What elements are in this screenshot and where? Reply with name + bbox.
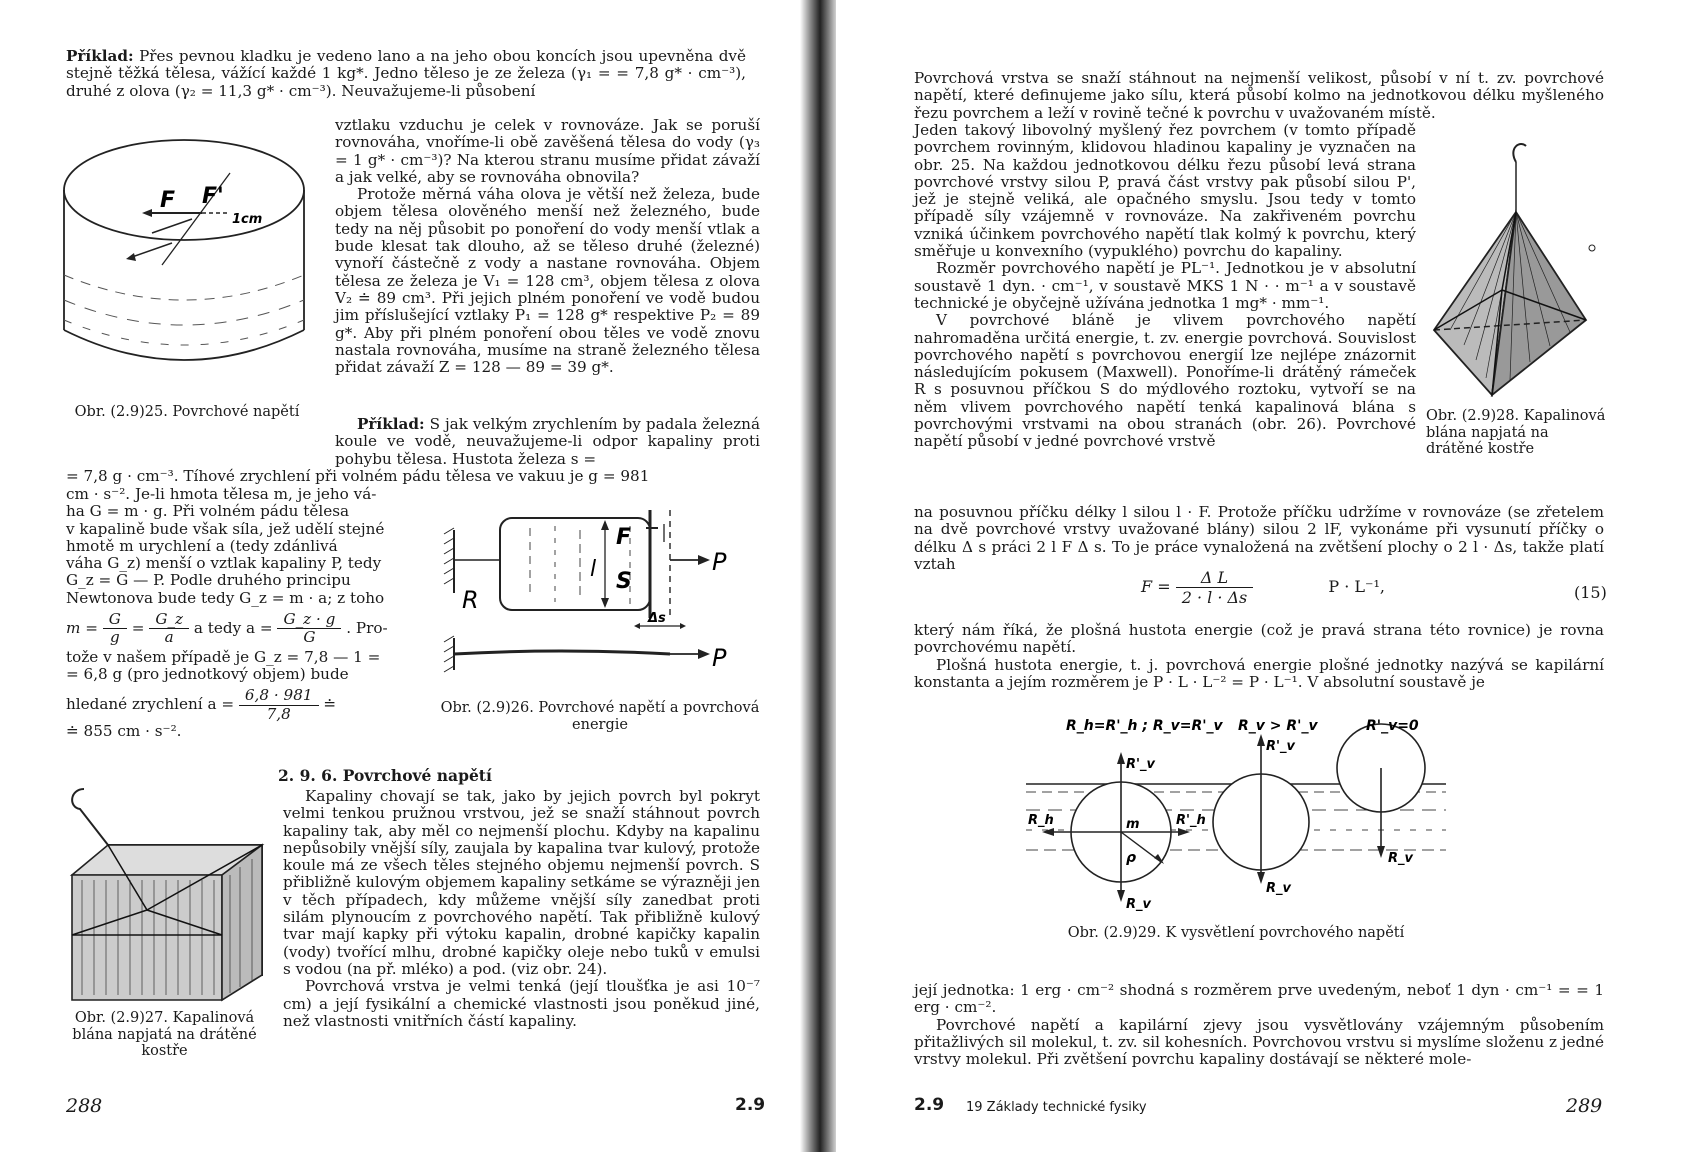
eq15-dim: P · L⁻¹, xyxy=(1328,577,1385,596)
section-para2: Povrchová vrstva je velmi tenká (její tloušťka je asi 10⁻⁷ cm) a její fysikální a chemické vlastnosti jsou poněkud jiné, než vlastnosti vnitřních částí kapaliny. xyxy=(283,977,760,1030)
fig29-rvb2: R_v xyxy=(1266,881,1291,896)
example1-text-cont: vztlaku vzduchu je celek v rovnováze. Jak se poruší rovnováha, vnoříme-li obě zavěšená tělesa do vody (γ₃ = 1 g* · cm⁻³)? Na kterou stranu musíme přidat závaží a jak velké, aby se rovnováha obnovila? xyxy=(335,116,760,186)
fig26-label-S: S xyxy=(616,569,632,594)
section-para1: Kapaliny chovají se tak, jako by jejich povrch byl pokryt velmi tenkou pružnou vrstvou, jež se snaží stáhnout povrch kapaliny tak, aby měl co nejmenší plochu. Kdyby na kapalinu nepůsobily vnější síly, zaujala by kapalina tvar kulový, protože koule má ze všech těles stejného objemu nejmenší povrch. S přibližně kulovým objemem kapaliny setkáme se výrazněji jen v těch případech, kdy můžeme vnější síly zanedbat proti silám plynoucím z povrchového napětí. Tak přibližně kulový tvar mají kapky při výtoku kapalin, drobné kapičky kapalin (vody) tvořící mlhu, drobné kapičky oleje nebo tuků v emulsi s vodou (na př. mléko) a pod. (viz obr. 24). xyxy=(283,787,760,978)
right-para3: V povrchové bláně je vlivem povrchového napětí nahromaděna určitá energie, t. zv. energie povrchová. Souvislost povrchového napětí s povrchovou energií lze nejlépe znázornit následujícím pokusem (Maxwell). Ponoříme-li drátěný rámeček R s posuvnou příčkou S do mýdlového roztoku, vytvoří se na něm vlivem povrchového napětí tenká kapalinová blána s povrchovými vrstvami na obou stranách (obr. 26). Povrchové napětí působí v jedné povrchové vrstvě xyxy=(914,311,1416,451)
solution2-line: v kapalině bude však síla, jež udělí stejné xyxy=(66,519,385,538)
right-para5: Plošná hustota energie, t. j. povrchová energie plošné jednotky nazývá se kapilární konstanta a jejím rozměrem je P · L · L⁻² = P · L⁻¹. V absolutní soustavě je xyxy=(914,655,1604,691)
solution2-equation xyxy=(66,611,422,647)
result-frac-den: 7,8 xyxy=(266,704,291,723)
fig29-rv2: R'_v xyxy=(1266,739,1295,754)
example1-intro xyxy=(66,48,746,100)
figure-28 xyxy=(1430,140,1600,414)
figure-25 xyxy=(62,125,312,404)
fig29-title3: R'_v=0 xyxy=(1366,718,1419,734)
figure-29-caption: Obr. (2.9)29. K vysvětlení povrchového napětí xyxy=(1067,925,1405,941)
left-page xyxy=(0,0,820,1152)
result-frac-num: 6,8 · 981 xyxy=(239,687,319,705)
solution2-line: cm · s⁻². Je-li hmota tělesa m, je jeho vá- xyxy=(66,485,377,503)
fig29-rho: ρ xyxy=(1126,850,1137,866)
figure-26 xyxy=(440,498,760,682)
eq-equals: = xyxy=(131,618,145,637)
figure-29 xyxy=(1026,712,1446,916)
figure-27-drawing xyxy=(62,785,272,1005)
eq15-lhs: F = xyxy=(1141,577,1171,596)
fig29-title2: R_v > R'_v xyxy=(1238,718,1318,734)
right-para6: její jednotka: 1 erg · cm⁻² shodná s rozměrem prve uvedeným, neboť 1 dyn · cm⁻¹ = = 1 erg · cm⁻². xyxy=(914,981,1604,1017)
eq-frac3 xyxy=(277,611,341,647)
eq-frac2 xyxy=(149,611,189,647)
result-frac xyxy=(239,687,319,723)
fig29-title1: R_h=R'_h ; R_v=R'_v xyxy=(1066,718,1223,734)
figure-25-drawing xyxy=(62,125,312,400)
right-para6-7 xyxy=(914,982,1604,1068)
solution2-text xyxy=(66,486,422,740)
solution2-line: = 6,8 g (pro jednotkový objem) bude xyxy=(66,664,349,683)
example1-label: Příklad: xyxy=(66,47,134,65)
fig25-label-unit: 1cm xyxy=(232,212,263,227)
eq15-den: 2 · l · Δs xyxy=(1181,588,1248,607)
eq-frac2-num: G_z xyxy=(149,611,189,629)
solution2-line: ha G = m · g. Při volném pádu tělesa xyxy=(66,502,350,521)
right-folio: 289 xyxy=(1566,1095,1603,1117)
figure-28-caption: Obr. (2.9)28. Kapalinová blána napjatá na drátěné kostře xyxy=(1426,408,1606,457)
solution2-line: hmotě m urychlení a (tedy zdánlivá xyxy=(66,536,338,555)
fig26-label-l: l xyxy=(590,557,597,582)
fig25-label-Fprime: F' xyxy=(202,184,224,209)
figure-27-caption: Obr. (2.9)27. Kapalinová blána napjatá na drátěné kostře xyxy=(72,1010,257,1059)
eq-frac3-den: G xyxy=(303,628,316,647)
figure-28-drawing xyxy=(1430,140,1600,410)
solution2-result xyxy=(66,687,422,723)
fig29-rh: R_h xyxy=(1028,813,1054,828)
solution2-line: G_z = G — P. Podle druhého principu xyxy=(66,571,351,590)
example1-side-text xyxy=(335,117,760,376)
figure-26-caption: Obr. (2.9)26. Povrchové napětí a povrchová energie xyxy=(440,700,760,733)
left-chapter: 2.9 xyxy=(735,1095,766,1115)
solution2-line: tože v našem případě je G_z = 7,8 — 1 = xyxy=(66,647,381,666)
eq15-frac xyxy=(1176,568,1254,607)
eq15-num: Δ L xyxy=(1176,568,1254,588)
right-para1-side: Jeden takový libovolný myšlený řez povrchem (v tomto případě povrchem rovinným, klidovou hladinou kapaliny je vyznačen na obr. 25. Na každou jednotkovou délku řezu působí levá strana povrchové vrstvy silou P, pravá část vrstvy pak působí silou P', jež je stejně veliká, ale opačného smyslu. Jsou tedy v tomto případě síly vzájemně v rovnováze. Na zakřiveném povrchu vzniká účinkem povrchového napětí tlak kolmý k povrchu, který směřuje u konvexního (vypuklého) povrchu do kapaliny. xyxy=(914,121,1416,261)
right-para1-text: Povrchová vrstva se snaží stáhnout na nejmenší velikost, působí v ní t. zv. povrchové napětí, které definujeme jako sílu, která působí kolmo na jednotkovou délku myšleného řezu povrchem a leží v rovině tečné k povrchu v uvažovaném místě. xyxy=(914,69,1604,122)
eq-frac1-num: G xyxy=(103,611,127,629)
section-text xyxy=(283,788,760,1030)
right-para2: Rozměr povrchového napětí je PL⁻¹. Jednotkou je v absolutní soustavě 1 dyn. · cm⁻¹, v soustavě MKS 1 N · · m⁻¹ a v soustavě technické je obyčejně užívána jednotka 1 mg* · mm⁻¹. xyxy=(914,259,1416,312)
fig26-label-F: F xyxy=(616,525,632,550)
solution2-line: Newtonova bude tedy G_z = m · a; z toho xyxy=(66,588,385,607)
fig26-label-P-top: P xyxy=(712,548,727,576)
equation-number: (15) xyxy=(1574,583,1607,602)
eq-frac1 xyxy=(103,611,127,647)
example1-text: Přes pevnou kladku je vedeno lano a na jeho obou koncích jsou upevněna dvě stejně těžká tělesa, vážící každé 1 kg*. Jedno těleso je ze železa (γ₁ = = 7,8 g* · cm⁻³), druhé z olova (γ₂ = 11,3 g* · cm⁻³). Neuvažujeme-li působení xyxy=(66,47,746,100)
figure-26-drawing xyxy=(440,498,760,678)
solution2-line: váha G_z) menší o vztlak kapaliny P, tedy xyxy=(66,554,382,573)
running-head: 19 Základy technické fysiky xyxy=(966,1100,1147,1115)
right-para1 xyxy=(914,70,1604,122)
example2-intro xyxy=(335,416,760,468)
example2-text-cont: = 7,8 g · cm⁻³. Tíhové zrychlení při volném pádu tělesa ve vakuu je g = 981 xyxy=(66,467,650,485)
example2-label: Příklad: xyxy=(357,415,425,433)
eq-end: . Pro- xyxy=(346,618,388,637)
right-chapter: 2.9 xyxy=(914,1095,945,1115)
eq-frac2-den: a xyxy=(164,628,174,647)
equation-15 xyxy=(1141,568,1385,607)
example2-text: S jak velkým zrychlením by padala železná koule ve vodě, neuvažujeme-li odpor kapaliny proti pohybu tělesa. Hustota železa s = xyxy=(335,415,760,468)
section-heading: 2. 9. 6. Povrchové napětí xyxy=(278,766,492,785)
eq-m: m = xyxy=(66,618,98,637)
left-folio: 288 xyxy=(66,1095,103,1117)
fig26-label-P-bottom: P xyxy=(712,644,727,672)
solution1-text: Protože měrná váha olova je větší než železa, bude objem tělesa olověného menší než železného, bude tedy na něj působit po ponoření do vody menší vtlak a bude klesat tak dlouho, až se těleso druhé (železné) vynoří částečně z vody a nastane rovnováha. Objem tělesa ze železa je V₁ = 128 cm³, objem tělesa z olova V₂ ≐ 89 cm³. Při jejich plném ponoření ve vodě budou jim příslušející vztlaky P₁ = 128 g* respektive P₂ = 89 g*. Aby při plném ponoření obou těles ve vodě znovu nastala rovnováha, musíme na straně železného tělesa přidat závaží Z = 128 — 89 = 39 g*. xyxy=(335,185,760,377)
figure-29-drawing xyxy=(1026,712,1446,912)
right-para7: Povrchové napětí a kapilární zjevy jsou vysvětlovány vzájemným působením přitažlivých sil molekul, t. zv. sil kohesních. Povrchovou vrstvu si myslíme složenu z jedné vrstvy molekul. Při zvětšení povrchu kapaliny dostávají se některé mole- xyxy=(914,1015,1604,1069)
figure-27 xyxy=(62,785,272,1009)
eq-mid: a tedy a = xyxy=(193,618,273,637)
fig26-label-ds: Δs xyxy=(648,611,666,626)
right-page xyxy=(836,0,1683,1152)
fig29-rvb3: R_v xyxy=(1388,851,1413,866)
eq-frac3-num: G_z · g xyxy=(277,611,341,629)
right-para4: který nám říká, že plošná hustota energie (což je pravá strana této rovnice) je rovna povrchovému napětí. xyxy=(914,621,1604,657)
figure-25-caption: Obr. (2.9)25. Povrchové napětí xyxy=(74,404,300,420)
right-para3-text: na posuvnou příčku délky l silou l · F. Protože příčku udržíme v rovnováze (se zřetelem na dvě povrchové vrstvy uvažované blány) silou 2 lF, vykonáme při vysunutí příčky o délku Δ s práci 2 l F Δ s. To je práce vynaložená na zvětšení plochy o 2 l · Δs, takže platí vztah xyxy=(914,503,1604,573)
right-side-column xyxy=(914,122,1416,451)
result-label: hledané zrychlení a = xyxy=(66,695,235,714)
fig29-rv1: R'_v xyxy=(1126,757,1155,772)
solution2-final: ≐ 855 cm · s⁻². xyxy=(66,721,182,740)
fig29-rvb: R_v xyxy=(1126,897,1151,912)
fig29-m: m xyxy=(1126,817,1140,832)
fig26-label-R: R xyxy=(462,586,479,614)
result-end: ≐ xyxy=(323,695,337,714)
fig29-rhp: R'_h xyxy=(1176,813,1206,828)
right-para4-5 xyxy=(914,622,1604,691)
book-gutter xyxy=(800,0,840,1152)
example2-cont xyxy=(66,468,760,485)
eq-frac1-den: g xyxy=(110,628,120,647)
right-para3-cont xyxy=(914,504,1604,573)
fig25-label-F: F xyxy=(160,188,176,213)
